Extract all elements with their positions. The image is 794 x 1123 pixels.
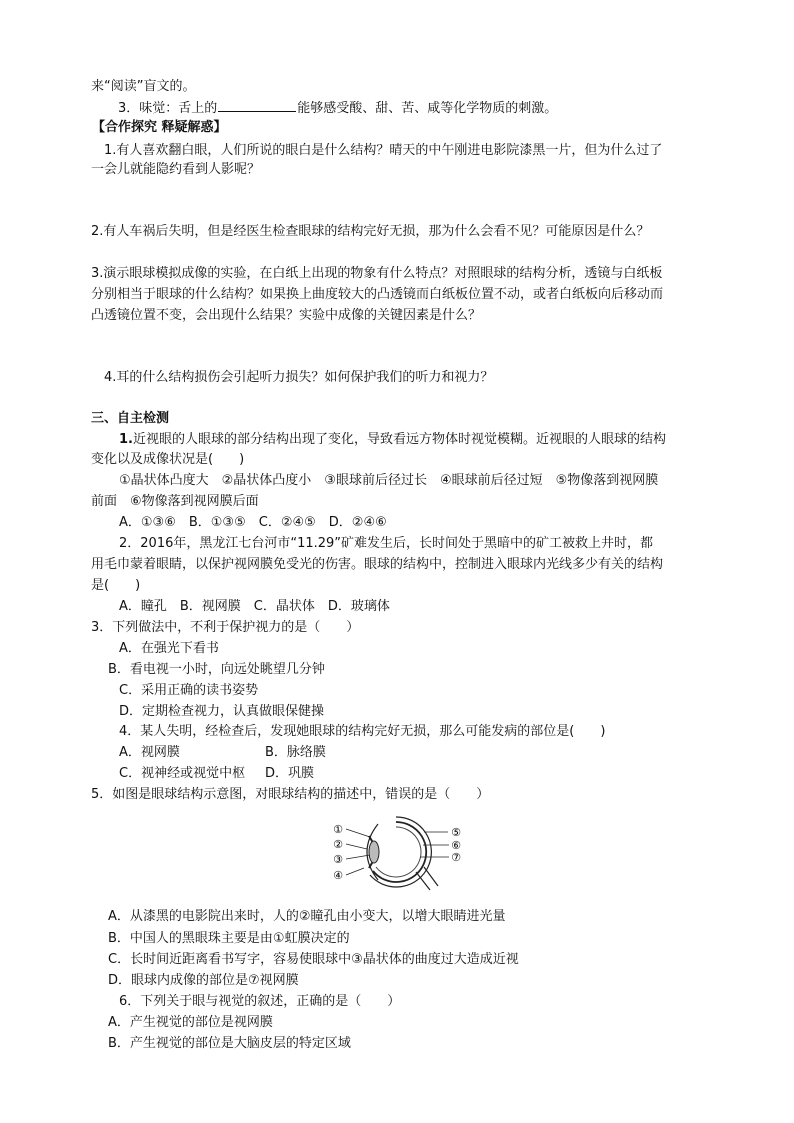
question-line xyxy=(119,431,666,449)
section-title: 【合作探究 释疑解惑】 xyxy=(92,120,227,135)
option-line: C．视神经或视觉中枢 xyxy=(119,766,246,781)
section-title: 三、自主检测 xyxy=(91,411,170,426)
option-line: C．采用正确的读书姿势 xyxy=(119,683,259,698)
option-line: B．产生视觉的部位是大脑皮层的特定区域 xyxy=(108,1036,351,1051)
choices-line: A．瞳孔 B．视网膜 C．晶状体 D．玻璃体 xyxy=(119,599,390,614)
option-line: A．产生视觉的部位是视网膜 xyxy=(108,1015,273,1030)
retina-ring xyxy=(376,827,421,877)
taste-line xyxy=(118,99,557,118)
option-line: C．长时间近距离看书写字，容易使眼球中③晶状体的曲度过大造成近视 xyxy=(108,952,519,967)
question-line: 2.有人车祸后失明，但是经医生检查眼球的结构完好无损，那为什么会看不见？可能原因是什么？ xyxy=(91,224,650,239)
option-line: B．看电视一小时，向远处眺望几分钟 xyxy=(108,662,325,677)
question-line: 凸透镜位置不变，会出现什么结果？实验中成像的关键因素是什么？ xyxy=(91,308,482,323)
option-line: ①晶状体凸度大 ②晶状体凸度小 ③眼球前后径过长 ④眼球前后径过短 ⑤物像落到视网膜 xyxy=(119,473,659,488)
question-line: 变化以及成像状况是( ) xyxy=(91,452,245,467)
option-line: A．在强光下看书 xyxy=(119,641,219,656)
question-line: 5．如图是眼球结构示意图，对眼球结构的描述中，错误的是（ ） xyxy=(91,787,490,802)
figure-label-1: ① xyxy=(333,823,343,836)
figure-label-2: ② xyxy=(333,838,343,851)
question-line: 分别相当于眼球的什么结构？如果换上曲度较大的凸透镜而白纸板位置不动，或者白纸板向后移动而 xyxy=(91,287,664,302)
option-line: D．眼球内成像的部位是⑦视网膜 xyxy=(108,973,299,988)
option-line: A．从漆黑的电影院出来时，人的②瞳孔由小变大，以增大眼睛进光量 xyxy=(108,909,506,924)
eye-structure-diagram xyxy=(326,812,466,892)
question-number: 1. xyxy=(119,432,133,447)
figure-label-3: ③ xyxy=(333,853,343,866)
figure-label-7: ⑦ xyxy=(451,851,461,864)
lens-shape xyxy=(369,841,379,863)
fill-blank xyxy=(218,99,296,112)
question-line: 是( ) xyxy=(91,578,141,593)
text-line: 来“阅读”盲文的。 xyxy=(91,79,196,94)
question-line: 3.演示眼球模拟成像的实验，在白纸上出现的物象有什么特点？对照眼球的结构分析，透镜与白纸板 xyxy=(91,266,663,281)
question-line: 3．下列做法中，不利于保护视力的是（ ） xyxy=(91,620,360,635)
question-line: 4．某人失明，经检查后，发现她眼球的结构完好无损，那么可能发病的部位是( ) xyxy=(119,724,606,739)
option-line: 前面 ⑥物像落到视网膜后面 xyxy=(91,494,259,509)
figure-label-5: ⑤ xyxy=(451,826,461,839)
choroid-ring xyxy=(373,822,426,882)
question-line: 1.有人喜欢翻白眼，人们所说的眼白是什么结构？晴天的中午刚进电影院漆黑一片，但为什么过了 xyxy=(104,143,663,158)
figure-label-6: ⑥ xyxy=(451,839,461,852)
question-line: 用毛巾蒙着眼睛，以保护视网膜免受光的伤害。眼球的结构中，控制进入眼球内光线多少有关的结构 xyxy=(91,557,664,572)
figure-label-4: ④ xyxy=(333,869,343,882)
question-line: 4.耳的什么结构损伤会引起听力损失？如何保护我们的听力和视力？ xyxy=(104,370,494,385)
text-fragment: 近视眼的人眼球的部分结构出现了变化，导致看远方物体时视觉模糊。近视眼的人眼球的结构 xyxy=(132,432,666,447)
question-line: 2．2016年，黑龙江七台河市“11.29”矿难发生后，长时间处于黑暗中的矿工被救上井时，都 xyxy=(119,536,654,551)
text-fragment: 3．味觉：舌上的 xyxy=(118,101,218,116)
option-line: A．视网膜 xyxy=(119,745,180,760)
text-fragment: 能够感受酸、甜、苦、咸等化学物质的刺激。 xyxy=(297,101,558,116)
question-line: 6．下列关于眼与视觉的叙述，正确的是（ ） xyxy=(119,994,401,1009)
question-line: 一会儿就能隐约看到人影呢？ xyxy=(91,162,261,177)
option-line: D．定期检查视力，认真做眼保健操 xyxy=(119,704,325,719)
choices-line: A．①③⑥ B．①③⑤ C．②④⑤ D．②④⑥ xyxy=(119,515,387,530)
option-line: D．巩膜 xyxy=(265,766,315,781)
option-line: B．中国人的黑眼珠主要是由①虹膜决定的 xyxy=(108,931,350,946)
option-line: B．脉络膜 xyxy=(265,745,326,760)
